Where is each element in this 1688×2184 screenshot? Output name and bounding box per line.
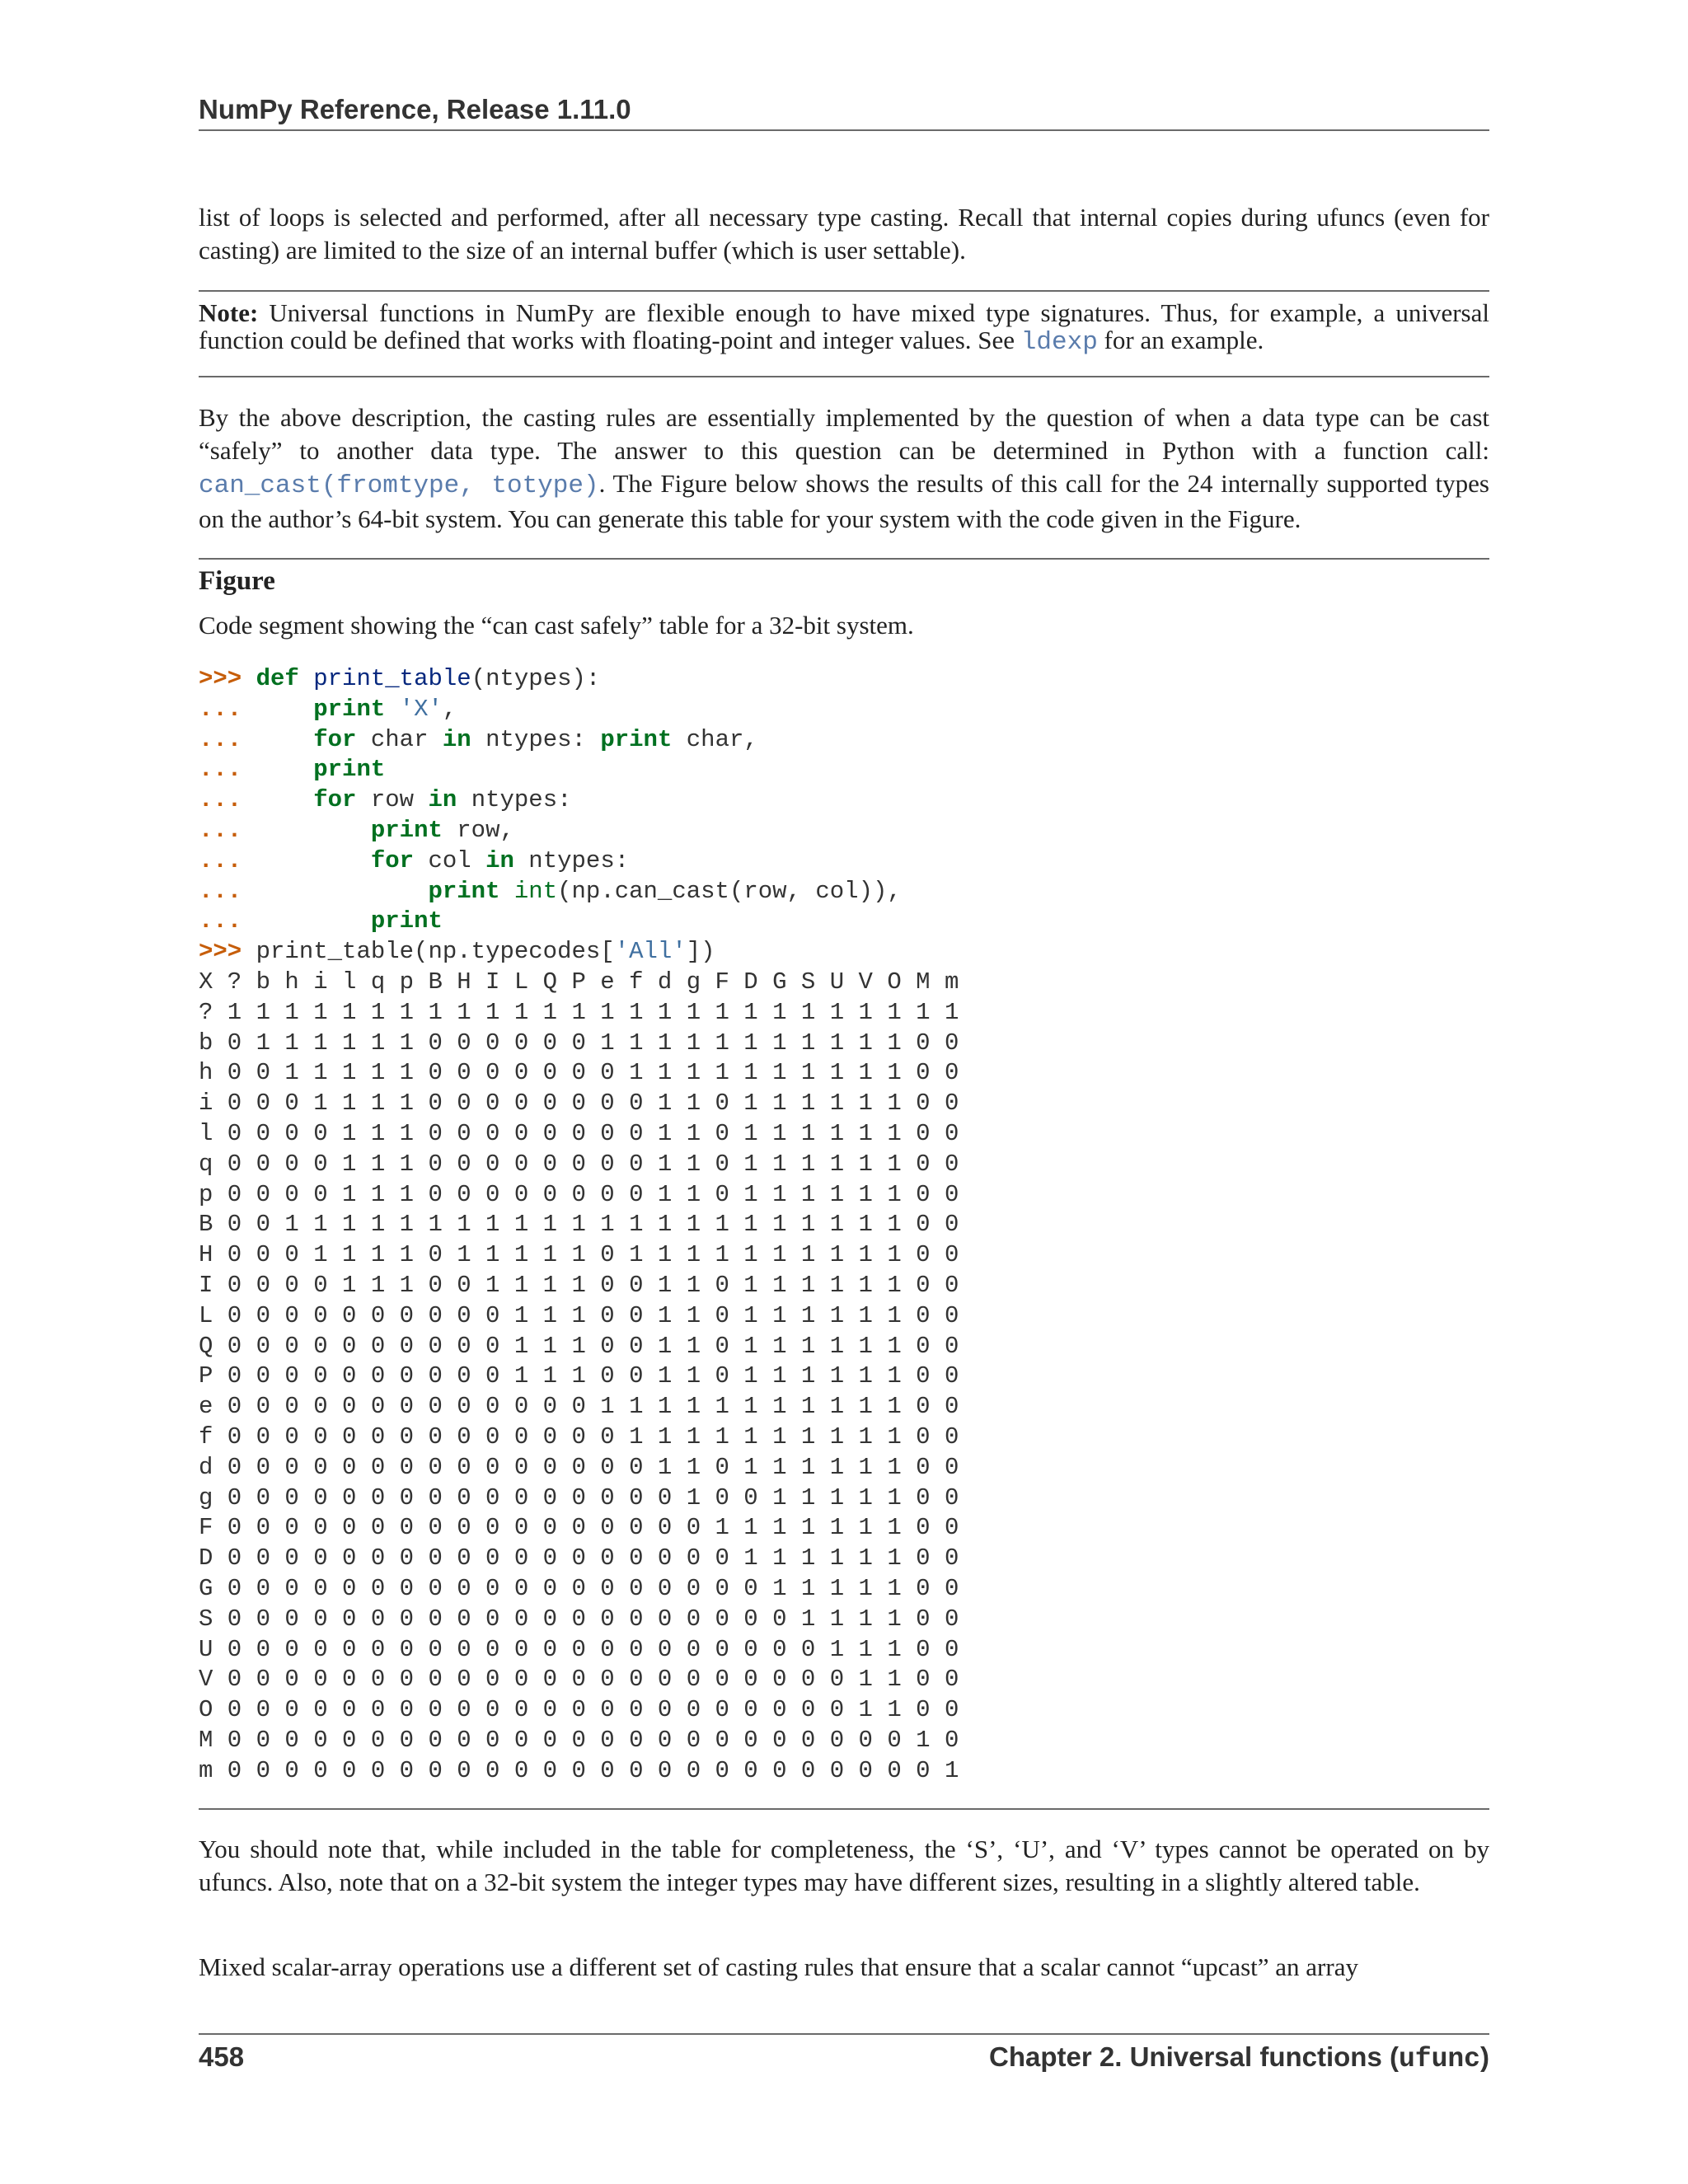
figure-top-rule <box>199 558 1489 560</box>
code-token: print <box>428 877 500 905</box>
code-line <box>199 1757 959 1784</box>
code-token <box>299 665 313 692</box>
code-token <box>256 786 314 813</box>
code-line <box>199 1666 959 1693</box>
code-token: print_table(np.typecodes[ <box>256 938 615 966</box>
code-line <box>199 907 443 935</box>
code-token <box>385 696 399 723</box>
code-token: def <box>256 665 299 692</box>
code-token: in <box>428 786 457 814</box>
code-line <box>199 1302 959 1329</box>
code-token: print_table <box>313 665 471 692</box>
code-line <box>199 1544 959 1572</box>
code-token: char <box>356 725 443 753</box>
code-token: in <box>442 725 471 753</box>
figure-bottom-rule <box>199 1808 1489 1810</box>
code-token: ntypes: <box>471 725 601 753</box>
code-line <box>199 1454 959 1481</box>
code-token: O 0 0 0 0 0 0 0 0 0 0 0 0 0 0 0 0 0 0 0 0 0 0 1 1 0 0 <box>199 1696 959 1724</box>
can-cast-link[interactable]: can_cast(fromtype, totype) <box>199 471 599 500</box>
code-line <box>199 1636 959 1663</box>
types-note-paragraph: You should note that, while included in the table for completeness, the ‘S’, ‘U’, and ‘V’ types cannot be operated on by ufuncs. Also, note that on a 32-bit system the integer types may have different sizes, resulting in a slightly altered table. <box>199 1835 1489 1896</box>
code-line <box>199 1514 959 1541</box>
code-line <box>199 1393 959 1420</box>
code-line <box>199 1120 959 1147</box>
code-token: p 0 0 0 0 1 1 1 0 0 0 0 0 0 0 0 1 1 0 1 1 1 1 1 1 0 0 <box>199 1180 959 1208</box>
code-token: >>> <box>199 938 256 966</box>
code-token: (ntypes): <box>471 665 601 692</box>
code-token: B 0 0 1 1 1 1 1 1 1 1 1 1 1 1 1 1 1 1 1 1 1 1 1 1 0 0 <box>199 1211 959 1239</box>
code-token: b 0 1 1 1 1 1 1 0 0 0 0 0 0 1 1 1 1 1 1 1 1 1 1 1 0 0 <box>199 1029 959 1057</box>
code-token: d 0 0 0 0 0 0 0 0 0 0 0 0 0 0 0 1 1 0 1 1 1 1 1 1 0 0 <box>199 1453 959 1481</box>
code-token: print <box>370 907 443 935</box>
note-text-after: for an example. <box>1097 326 1264 354</box>
code-token: print <box>600 725 673 753</box>
code-line <box>199 1090 959 1117</box>
code-token: >>> <box>199 665 256 692</box>
code-token: ntypes: <box>513 846 630 874</box>
code-token: U 0 0 0 0 0 0 0 0 0 0 0 0 0 0 0 0 0 0 0 0 0 1 1 1 0 0 <box>199 1635 959 1663</box>
code-token: ... <box>199 907 256 935</box>
running-header-title: NumPy Reference, Release 1.11.0 <box>199 94 631 124</box>
code-line <box>199 847 629 874</box>
code-line <box>199 1484 959 1511</box>
figure-caption: Code segment showing the “can cast safely” table for a 32-bit system. <box>199 611 914 640</box>
code-line <box>199 1575 959 1602</box>
code-block <box>199 664 959 1786</box>
code-token: S 0 0 0 0 0 0 0 0 0 0 0 0 0 0 0 0 0 0 0 0 1 1 1 1 0 0 <box>199 1605 959 1633</box>
code-line <box>199 1605 959 1633</box>
code-line <box>199 1181 959 1208</box>
code-token <box>256 847 371 874</box>
code-token: ntypes: <box>457 786 572 814</box>
code-token: row <box>356 786 429 814</box>
casting-text-before: By the above description, the casting rules are essentially implemented by the question of when a data type can be cast “safely” to another data type. The answer to this question can be determined in Python with a function call: <box>199 403 1489 465</box>
code-line <box>199 726 758 753</box>
code-token <box>499 878 513 905</box>
code-token: V 0 0 0 0 0 0 0 0 0 0 0 0 0 0 0 0 0 0 0 0 0 0 1 1 0 0 <box>199 1666 959 1694</box>
code-token: ? 1 1 1 1 1 1 1 1 1 1 1 1 1 1 1 1 1 1 1 1 1 1 1 1 1 1 <box>199 998 959 1026</box>
code-token: (np.can_cast(row, col)), <box>557 877 902 905</box>
code-line <box>199 817 514 844</box>
code-line <box>199 1272 959 1299</box>
code-line <box>199 1362 959 1390</box>
code-token: col <box>414 846 486 874</box>
code-token <box>256 878 429 905</box>
code-token: ... <box>199 846 256 874</box>
code-token: int <box>513 877 558 905</box>
note-label: Note: <box>199 298 259 327</box>
code-token: for <box>313 786 357 814</box>
code-token: F 0 0 0 0 0 0 0 0 0 0 0 0 0 0 0 0 0 1 1 1 1 1 1 1 0 0 <box>199 1514 959 1542</box>
code-token: for <box>370 846 415 874</box>
code-token: M 0 0 0 0 0 0 0 0 0 0 0 0 0 0 0 0 0 0 0 0 0 0 0 0 1 0 <box>199 1726 959 1754</box>
code-token <box>256 696 314 723</box>
code-token: D 0 0 0 0 0 0 0 0 0 0 0 0 0 0 0 0 0 0 1 1 1 1 1 1 0 0 <box>199 1544 959 1572</box>
code-token: L 0 0 0 0 0 0 0 0 0 0 1 1 1 0 0 1 1 0 1 1 1 1 1 1 0 0 <box>199 1301 959 1329</box>
code-token: row, <box>442 816 514 844</box>
code-token <box>256 907 371 935</box>
note-text-before: Universal functions in NumPy are flexible enough to have mixed type signatures. Thus, for example, a universal function could be defined that works with floating-point and integer values. See <box>199 298 1489 354</box>
code-token: G 0 0 0 0 0 0 0 0 0 0 0 0 0 0 0 0 0 0 0 1 1 1 1 1 0 0 <box>199 1574 959 1602</box>
code-line <box>199 696 457 723</box>
code-token: P 0 0 0 0 0 0 0 0 0 0 1 1 1 0 0 1 1 0 1 1 1 1 1 1 0 0 <box>199 1362 959 1390</box>
code-line <box>199 665 600 692</box>
code-line <box>199 1696 959 1723</box>
code-line <box>199 938 715 965</box>
code-token: q 0 0 0 0 1 1 1 0 0 0 0 0 0 0 0 1 1 0 1 1 1 1 1 1 0 0 <box>199 1150 959 1178</box>
code-token: ... <box>199 725 256 753</box>
code-token: 'All' <box>614 938 687 966</box>
code-token: Q 0 0 0 0 0 0 0 0 0 0 1 1 1 0 0 1 1 0 1 1 1 1 1 1 0 0 <box>199 1332 959 1360</box>
code-token: print <box>313 695 386 723</box>
casting-paragraph <box>199 401 1489 536</box>
code-token: e 0 0 0 0 0 0 0 0 0 0 0 0 0 1 1 1 1 1 1 1 1 1 1 1 0 0 <box>199 1393 959 1421</box>
code-token: g 0 0 0 0 0 0 0 0 0 0 0 0 0 0 0 0 1 0 0 1 1 1 1 1 0 0 <box>199 1483 959 1511</box>
code-line <box>199 1211 959 1238</box>
code-line <box>199 756 385 783</box>
mixed-scalar-paragraph: Mixed scalar-array operations use a different set of casting rules that ensure that a scalar cannot “upcast” an array <box>199 1952 1358 1981</box>
code-token: I 0 0 0 0 1 1 1 0 0 1 1 1 1 0 0 1 1 0 1 1 1 1 1 1 0 0 <box>199 1271 959 1299</box>
code-line <box>199 786 572 813</box>
code-token: m 0 0 0 0 0 0 0 0 0 0 0 0 0 0 0 0 0 0 0 0 0 0 0 0 0 1 <box>199 1756 959 1784</box>
code-line <box>199 1333 959 1360</box>
code-line <box>199 1241 959 1268</box>
code-token <box>256 756 314 783</box>
casting-text-after: . The Figure below shows the results of this call for the 24 internally supported types on the author’s 64-bit system. You can generate this table for your system with the code given in the Figure. <box>199 469 1489 533</box>
code-token: , <box>442 695 457 723</box>
intro-paragraph: list of loops is selected and performed, after all necessary type casting. Recall that internal copies during ufuncs (even for casting) are limited to the size of an internal buffer (which is user settable). <box>199 203 1489 265</box>
code-token: ... <box>199 877 256 905</box>
code-line <box>199 999 959 1026</box>
chapter-code: ufunc <box>1398 2044 1480 2074</box>
note-bottom-rule <box>199 376 1489 377</box>
code-token: in <box>485 846 514 874</box>
code-token: ]) <box>686 938 715 966</box>
code-line <box>199 878 902 905</box>
code-token: print <box>370 816 443 844</box>
chapter-prefix: Chapter 2. Universal functions ( <box>989 2041 1399 2072</box>
chapter-footer <box>989 2041 1489 2074</box>
footer-rule <box>199 2033 1489 2035</box>
code-token: H 0 0 0 1 1 1 1 0 1 1 1 1 1 0 1 1 1 1 1 1 1 1 1 1 0 0 <box>199 1241 959 1269</box>
code-token <box>256 726 314 753</box>
code-line <box>199 1423 959 1451</box>
code-line <box>199 1029 959 1057</box>
code-token: f 0 0 0 0 0 0 0 0 0 0 0 0 0 0 1 1 1 1 1 1 1 1 1 1 0 0 <box>199 1422 959 1451</box>
note-top-rule <box>199 290 1489 292</box>
code-line <box>199 1059 959 1086</box>
code-token: print <box>313 756 386 784</box>
code-line <box>199 1151 959 1178</box>
chapter-suffix: ) <box>1480 2041 1489 2072</box>
code-token <box>256 817 371 844</box>
code-line <box>199 968 959 996</box>
ldexp-link[interactable]: ldexp <box>1020 328 1098 357</box>
code-token: for <box>313 725 357 753</box>
note-box <box>199 299 1489 356</box>
code-token: 'X' <box>399 695 443 723</box>
code-token: ... <box>199 816 256 844</box>
code-token: h 0 0 1 1 1 1 1 0 0 0 0 0 0 0 1 1 1 1 1 1 1 1 1 1 0 0 <box>199 1059 959 1087</box>
page-number: 458 <box>199 2041 245 2072</box>
figure-title: Figure <box>199 566 275 596</box>
code-line <box>199 1727 959 1754</box>
header-rule <box>199 129 1489 131</box>
code-token: ... <box>199 786 256 814</box>
code-token: ... <box>199 756 256 784</box>
code-token: char, <box>672 725 758 753</box>
code-token: X ? b h i l q p B H I L Q P e f d g F D G S U V O M m <box>199 968 959 996</box>
code-token: l 0 0 0 0 1 1 1 0 0 0 0 0 0 0 0 1 1 0 1 1 1 1 1 1 0 0 <box>199 1119 959 1147</box>
code-token: i 0 0 0 1 1 1 1 0 0 0 0 0 0 0 0 1 1 0 1 1 1 1 1 1 0 0 <box>199 1090 959 1118</box>
code-token: ... <box>199 695 256 723</box>
